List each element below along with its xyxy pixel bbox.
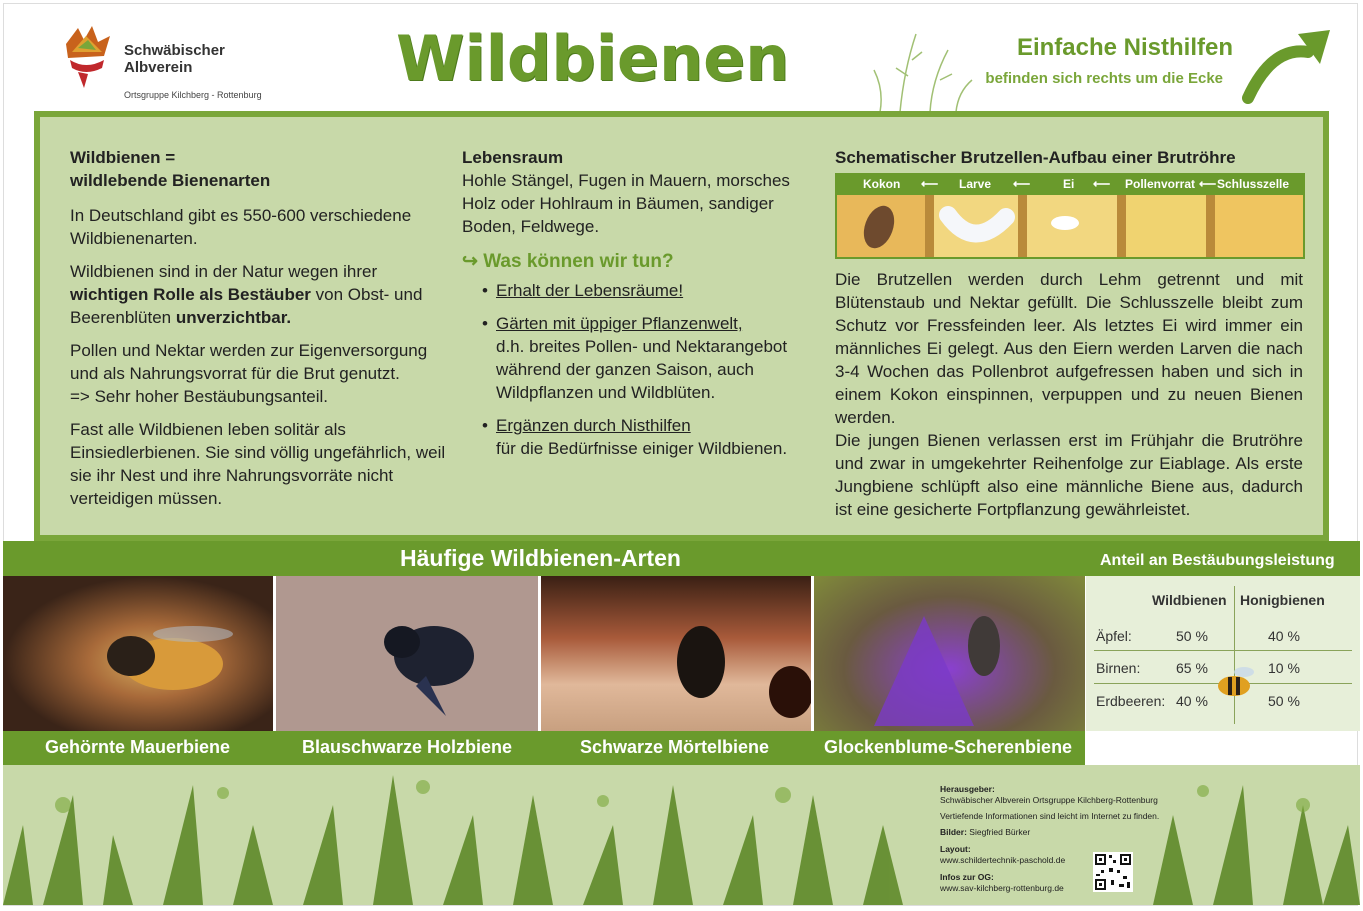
row-label: Birnen: — [1096, 660, 1141, 676]
imprint-info: Vertiefende Informationen sind leicht im Internet zu finden. — [940, 811, 1160, 821]
arrow-icon: ⟵ — [1013, 177, 1031, 191]
cell-wild: 65 % — [1176, 660, 1208, 676]
arrow-right-icon — [1242, 26, 1334, 104]
list-item — [482, 312, 812, 404]
larva-icon — [934, 195, 1018, 257]
imprint-publisher-label — [940, 784, 995, 795]
list-item-title: Gärten mit üppiger Pflanzenwelt, — [496, 314, 743, 333]
imprint-publisher: Schwäbischer Albverein Ortsgruppe Kilchberg-Rottenburg — [940, 795, 1158, 805]
row-label: Äpfel: — [1096, 628, 1132, 644]
cell-honey: 10 % — [1268, 660, 1300, 676]
row-label: Erdbeeren: — [1096, 693, 1166, 709]
intro-paragraph-count: In Deutschland gibt es 550-600 verschiedene Wildbienenarten. — [70, 206, 412, 248]
brood-cell — [934, 195, 1018, 257]
imprint-layout-link[interactable]: www.schildertechnik-paschold.de — [940, 855, 1066, 865]
list-item — [482, 414, 812, 460]
brood-paragraph-2: Die jungen Bienen verlassen erst im Frühjahr die Brutröhre und zwar in umgekehrter Reihenfolge zur Eiablage. Als erste Jungbiene schlüpft also eine männliche Biene aus, dadurch ist eine gesicherte Fortpflanzung gewährleistet. — [835, 431, 1303, 519]
intro-paragraph-role — [70, 260, 450, 329]
clay-wall — [1018, 195, 1027, 257]
bee-photo-icon — [814, 576, 1085, 731]
text-bold: unverzichtbar. — [175, 308, 292, 327]
imprint-bold: Herausgeber: — [940, 784, 995, 794]
pollination-table — [1086, 576, 1360, 731]
list-item — [482, 279, 812, 302]
albverein-logo — [58, 22, 288, 106]
intro-heading-1: Wildbienen = — [70, 148, 176, 167]
clay-wall — [1117, 195, 1126, 257]
nisthilfen-subtitle: befinden sich rechts um die Ecke — [985, 70, 1223, 87]
col-header-wildbienen: Wildbienen — [1152, 592, 1227, 608]
list-item-text: d.h. breites Pollen- und Nektarangebot während der ganzen Saison, auch Wildpflanzen und Wildblüten. — [496, 337, 788, 402]
intro-paragraph-pollen — [70, 339, 450, 408]
cell-wild: 40 % — [1176, 693, 1208, 709]
clay-wall — [1206, 195, 1215, 257]
brood-heading: Schematischer Brutzellen-Aufbau einer Brutröhre — [835, 148, 1236, 167]
brood-cell — [1027, 195, 1117, 257]
brood-paragraph-1: Die Brutzellen werden durch Lehm getrennt und mit Blütenstaub und Nektar gefüllt. Die Schlusszelle bleibt zum Schutz vor Fressfeinden leer. Als letztes Ei wird immer ein männliches Ei gelegt. Aus den Eiern werden Larven die nach 3-4 Wochen das Pollenbrot aufgefressen haben und sich in einem Kokon einspinnen, verpuppen und zu neuen Bienen werden. — [835, 270, 1303, 427]
brood-diagram — [835, 173, 1305, 259]
list-item-title: Erhalt der Lebensräume! — [496, 281, 684, 300]
habitat-column — [462, 146, 812, 470]
diagram-label-ei: Ei — [1063, 177, 1075, 191]
cocoon-icon — [837, 195, 925, 257]
qr-code-icon[interactable] — [1093, 852, 1133, 892]
text-run: Pollen und Nektar werden zur Eigenversorgung und als Nahrungsvorrat für die Brut genutzt. — [70, 341, 428, 383]
org-name-line1: Schwäbischer — [124, 42, 225, 59]
pollination-title: Anteil an Bestäubungsleistung — [1100, 552, 1335, 569]
diagram-label-schlusszelle: Schlusszelle — [1217, 177, 1290, 191]
action-subheading-text: Was können wir tun? — [483, 251, 674, 272]
species-label: Blauschwarze Holzbiene — [302, 737, 513, 757]
org-name — [124, 42, 225, 76]
imprint-photos-name: Siegfried Bürker — [966, 827, 1031, 837]
intro-paragraph-solitary: Fast alle Wildbienen leben solitär als Einsiedlerbienen. Sie sind völlig ungefährlich, weil sie ihr Nest und ihre Nahrungsvorräte nicht verteidigen müssen. — [70, 420, 446, 508]
habitat-heading: Lebensraum — [462, 148, 564, 167]
meadow-footer — [3, 765, 1360, 905]
diagram-label-kokon: Kokon — [863, 177, 901, 191]
text-run: => Sehr hoher Bestäubungsanteil. — [70, 387, 329, 406]
egg-icon — [1027, 195, 1117, 257]
imprint-og-link[interactable]: www.sav-kilchberg-rottenburg.de — [940, 883, 1064, 893]
species-title: Häufige Wildbienen-Arten — [400, 545, 681, 571]
arrow-icon: ⟵ — [1199, 177, 1217, 191]
cell-honey: 40 % — [1268, 628, 1300, 644]
text-run: von Obst- und Beerenblüten — [70, 285, 423, 327]
page-title: Wildbienen — [396, 22, 790, 95]
table-divider — [1094, 650, 1352, 651]
leaf-logo-icon — [58, 22, 114, 90]
imprint-bold: Bilder: — [940, 827, 967, 837]
brood-cell-closing — [1215, 195, 1303, 257]
brood-column — [835, 146, 1305, 169]
habitat-text: Hohle Stängel, Fugen in Mauern, morsches Holz oder Hohlraum in Bäumen, sandiger Boden, Feldwege. — [462, 171, 790, 236]
brood-text — [835, 268, 1303, 521]
arrow-icon: ⟵ — [1093, 177, 1111, 191]
intro-heading-2: wildlebende Bienenarten — [70, 171, 271, 190]
bee-photo-icon — [541, 576, 811, 731]
action-subheading — [462, 250, 812, 273]
brood-cell — [837, 195, 925, 257]
arrow-icon: ⟵ — [921, 177, 939, 191]
imprint-photos — [940, 827, 1030, 838]
meadow-plants-icon — [3, 765, 1360, 905]
action-list — [462, 279, 812, 460]
species-label: Schwarze Mörtelbiene — [580, 737, 770, 757]
imprint-og-label — [940, 872, 994, 883]
species-label: Glockenblume-Scherenbiene — [824, 737, 1073, 757]
brood-diagram-header — [837, 175, 1303, 195]
photo-glockenblume-scherenbiene — [814, 576, 1085, 731]
honeybee-icon — [1214, 664, 1260, 700]
photo-blauschwarze-holzbiene — [276, 576, 538, 731]
bee-photo-icon — [276, 576, 538, 731]
hook-arrow-icon: ↪ — [462, 251, 484, 272]
photo-gehoernte-mauerbiene — [3, 576, 273, 731]
nisthilfen-title: Einfache Nisthilfen — [1016, 34, 1233, 61]
cell-honey: 50 % — [1268, 693, 1300, 709]
text-bold: wichtigen Rolle als Bestäuber — [70, 285, 311, 304]
species-label: Gehörnte Mauerbiene — [45, 737, 231, 757]
diagram-label-pollenvorrat: Pollenvorrat — [1125, 177, 1196, 191]
list-item-title: Ergänzen durch Nisthilfen — [496, 416, 691, 435]
intro-column — [70, 146, 450, 520]
imprint-layout-label — [940, 844, 971, 855]
bee-photo-icon — [3, 576, 273, 731]
table-divider — [1234, 586, 1235, 724]
list-item-text: für die Bedürfnisse einiger Wildbienen. — [496, 439, 788, 458]
diagram-label-larve: Larve — [959, 177, 992, 191]
clay-wall — [925, 195, 934, 257]
col-header-honigbienen: Honigbienen — [1240, 592, 1325, 608]
photo-schwarze-moertelbiene — [541, 576, 811, 731]
plant-decoration-icon — [860, 30, 980, 112]
brood-cell-pollen — [1126, 195, 1206, 257]
imprint-bold: Layout: — [940, 844, 971, 854]
org-name-line2: Albverein — [124, 59, 193, 76]
org-group: Ortsgruppe Kilchberg - Rottenburg — [124, 90, 262, 100]
text-run: Wildbienen sind in der Natur wegen ihrer — [70, 262, 378, 281]
imprint-bold: Infos zur OG: — [940, 872, 994, 882]
cell-wild: 50 % — [1176, 628, 1208, 644]
